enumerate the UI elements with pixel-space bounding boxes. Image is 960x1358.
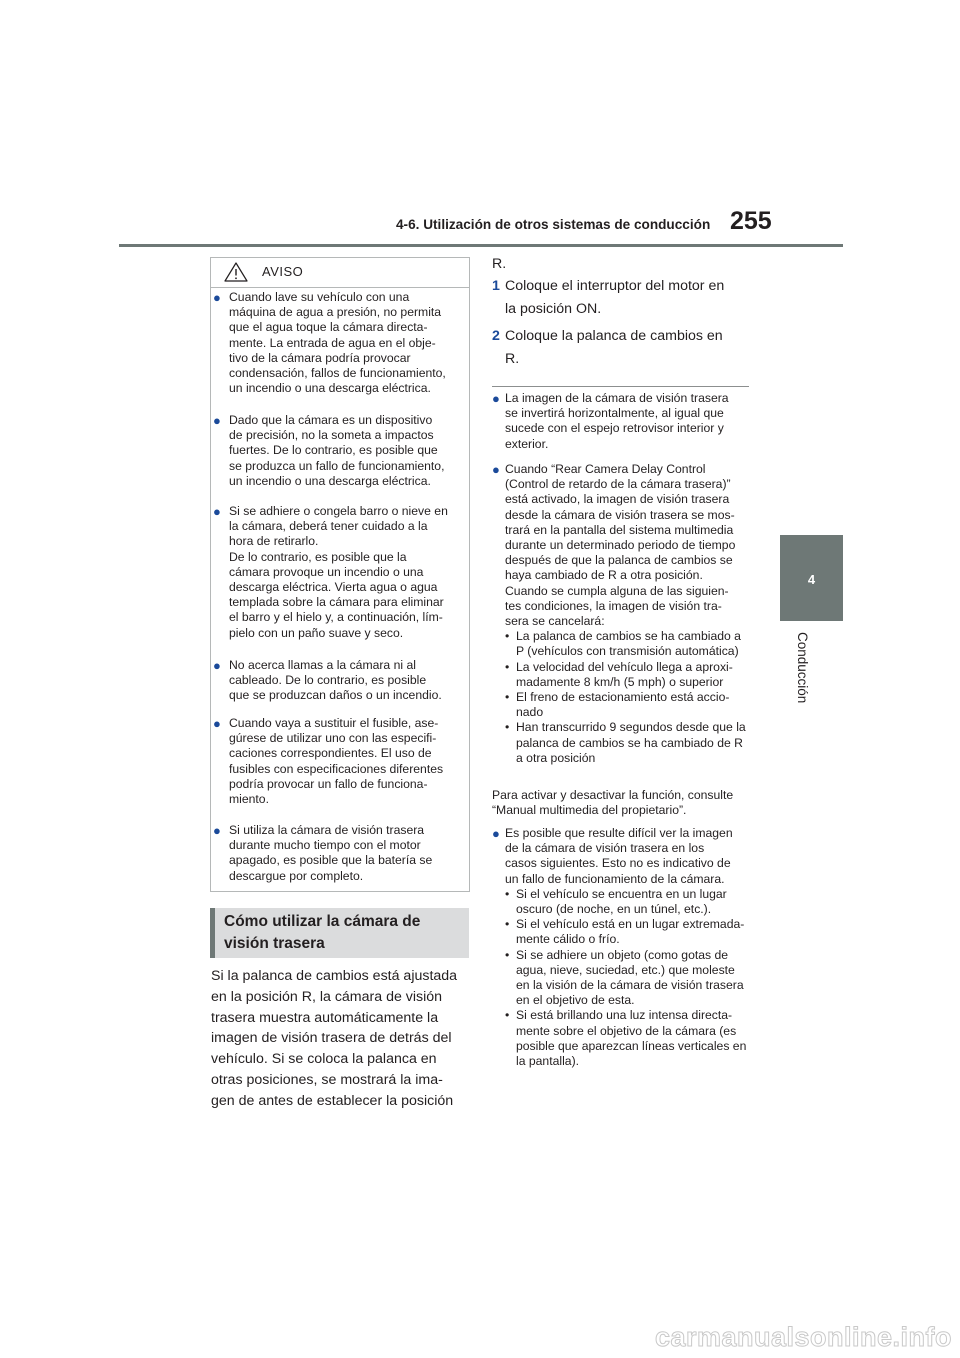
warning-item: ● Cuando vaya a sustituir el fusible, ase- gúrese de utilizar uno con las especifi- caciones correspondientes. El uso de fusibles con especificaciones diferentes podría provocar un fallo de funciona- miento. [213,716,444,807]
step-1 [492,275,752,321]
bullet-icon: ● [213,504,221,519]
list-item: • Si está brillando una luz intensa directa- mente sobre el objetivo de la cámara (es posible que aparezcan líneas verticales en la pantalla). [505,1008,756,1069]
warning-icon [224,262,248,282]
step-number: 2 [492,328,500,344]
notes-divider [492,386,749,387]
list-item: • Han transcurrido 9 segundos desde que la palanca de cambios se ha cambiado de R a otra posición [505,720,756,766]
chapter-label-container [796,632,810,710]
reference-paragraph: Para activar y desactivar la función, consulte “Manual multimedia del propietario”. [492,788,734,818]
step-text: Coloque el interruptor del motor en la posición ON. [505,278,725,317]
note-item: ● La imagen de la cámara de visión trasera se invertirá horizontalmente, al igual que sucede con el espejo retrovisor interior y exterior. [492,391,729,451]
warning-item: ● No acerca llamas a la cámara ni al cableado. De lo contrario, es posible que se produzcan daños o un incendio. [213,658,442,703]
step-text: Coloque la palanca de cambios en R. [505,328,723,367]
bullet-icon: ● [213,413,221,428]
body-paragraph: Si la palanca de cambios está ajustada en la posición R, la cámara de visión trasera muestra automáticamente la imagen de visión trasera de detrás del vehículo. Si se coloca la palanca en otras posiciones, se mostrará la ima- gen de antes de establecer la posición [211,968,458,1109]
list-item: • Si se adhiere un objeto (como gotas de agua, nieve, suciedad, etc.) que moleste en la visión de la cámara de visión trasera en el objetivo de esta. [505,948,756,1009]
header-rule [119,244,843,247]
step-2 [492,325,752,371]
warning-title: AVISO [262,264,304,279]
bullet-icon: ● [492,826,500,841]
chapter-label: Conducción [795,632,810,704]
section-title: 4-6. Utilización de otros sistemas de conducción [396,217,711,232]
bullet-icon: ● [213,716,221,731]
warning-item: ● Dado que la cámara es un dispositivo de precisión, no la someta a impactos fuertes. De lo contrario, es posible que se produzca un fallo de funcionamiento, un incendio o una descarga eléctrica. [213,413,445,488]
warning-item: ● Si se adhiere o congela barro o nieve en la cámara, deberá tener cuidado a la hora de retirarlo. De lo contrario, es posible que la cámara provoque un incendio o una descarga eléctrica. Vierta agua o agua templada sobre la cámara para eliminar el barro y el hielo y, a continuación, lím- pielo con un paño suave y seco. [213,504,448,640]
svg-text:carmanualsonline.info: carmanualsonline.info [654,1322,952,1352]
bullet-icon: ● [213,823,221,838]
warning-item: ● Cuando lave su vehículo con una máquina de agua a presión, no permita que el agua toque la cámara directa- mente. La entrada de agua en el obje- tivo de la cámara podría provocar condensación, fallos de funcionamiento, un incendio o una descarga eléctrica. [213,290,446,396]
bullet-icon: ● [492,462,500,477]
list-item: • La velocidad del vehículo llega a aproxi- madamente 8 km/h (5 mph) o superior [505,660,756,690]
bullet-icon: ● [213,658,221,673]
note-item: ● Es posible que resulte difícil ver la imagen de la cámara de visión trasera en los casos siguientes. Esto no es indicativo de un fallo de funcionamiento de la cámara. • Si el vehículo se encuentra en un lugar oscuro (de noche, en un túnel, etc.). • Si el vehículo está en un lugar extremada- mente cálido o frío. • Si se adhiere un objeto (como gotas de agua, nieve, suciedad, etc.) que moleste en la visión de la cámara de visión trasera en el objetivo de esta. • Si está brillando una luz intensa directa- mente sobre el objetivo de la cámara (es posible que aparezcan líneas verticales en la pantalla). [492,826,756,1069]
note-item: ● Cuando “Rear Camera Delay Control (Control de retardo de la cámara trasera)” está activado, la imagen de visión trasera desde la cámara de visión trasera se mos- trará en la pantalla del sistema multimedia durante un determinado periodo de tiempo después de que la palanca de cambios se haya cambiado de R a otra posición. Cuando se cumpla alguna de las siguien- tes condiciones, la imagen de visión tra- sera se cancelará: • La palanca de cambios se ha cambiado a P (vehículos con transmisión automática) • La velocidad del vehículo llega a aproxi- madamente 8 km/h (5 mph) o superior • El freno de estacionamiento está accio- nado • Han transcurrido 9 segundos desde que la palanca de cambios se ha cambiado de R a otra posición [492,462,756,766]
watermark-logo [590,1318,956,1354]
list-item: • Si el vehículo está en un lugar extremada- mente cálido o frío. [505,917,756,947]
warning-item: ● Si utiliza la cámara de visión trasera durante mucho tiempo con el motor apagado, es posible que la batería se descargue por completo. [213,823,433,883]
bullet-icon: ● [213,290,221,305]
step-number: 1 [492,278,500,294]
body-continuation: R. [492,256,507,272]
warning-divider [211,287,469,288]
page-number: 255 [730,207,772,235]
bullet-icon: ● [492,391,500,406]
subheading: Cómo utilizar la cámara de visión trasera [224,913,421,952]
list-item: • El freno de estacionamiento está accio- nado [505,690,756,720]
chapter-number: 4 [807,572,816,587]
list-item: • Si el vehículo se encuentra en un lugar oscuro (de noche, en un túnel, etc.). [505,887,756,917]
list-item: • La palanca de cambios se ha cambiado a P (vehículos con transmisión automática) [505,629,756,659]
